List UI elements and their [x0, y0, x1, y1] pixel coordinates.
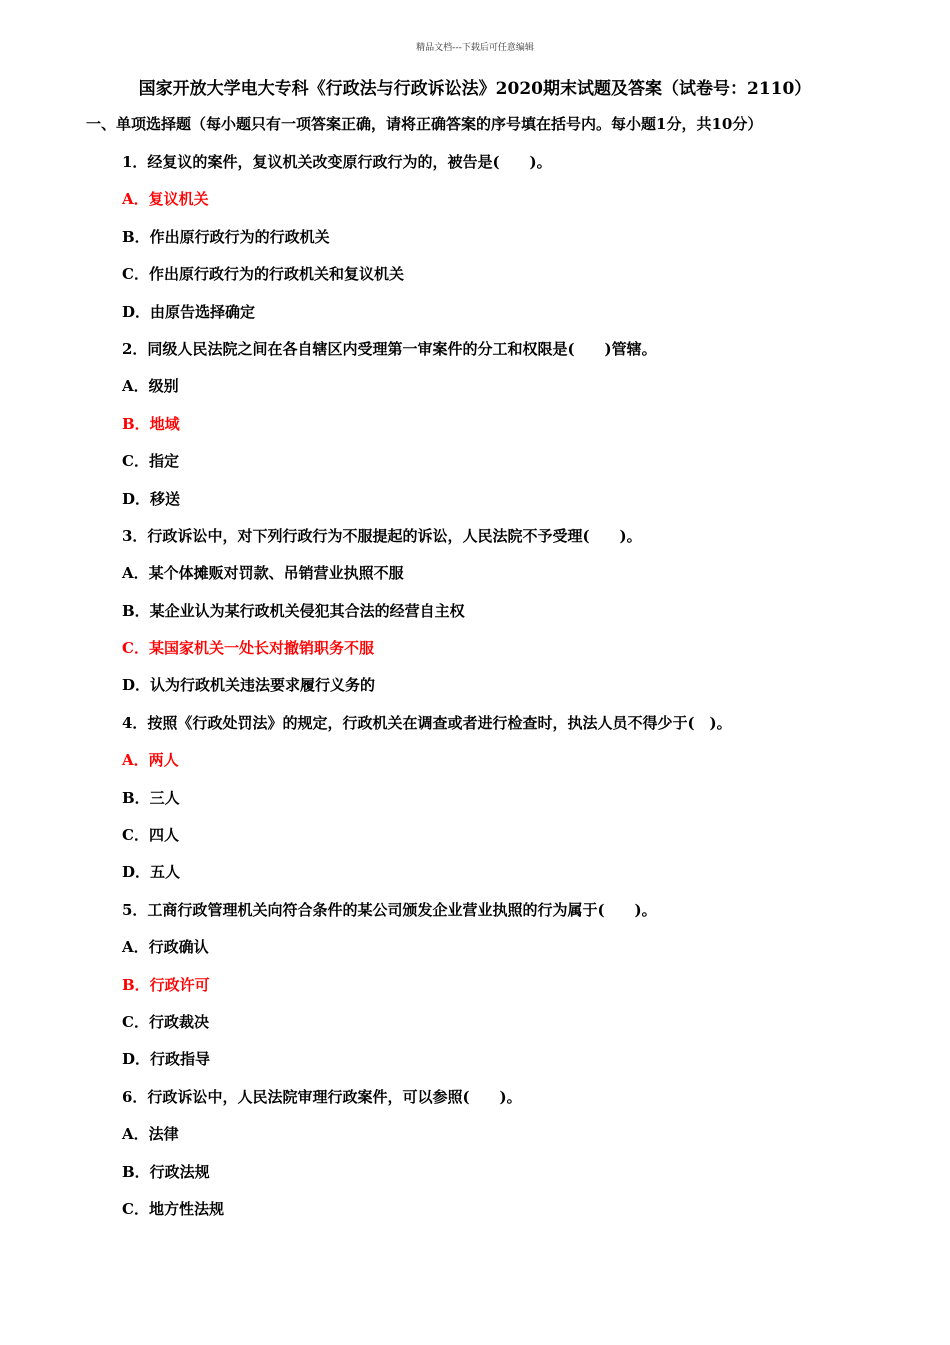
question-stem: 6．行政诉讼中，人民法院审理行政案件，可以参照( )。	[122, 1087, 522, 1106]
answer-option: D．行政指导	[122, 1050, 211, 1069]
question-stem: 2．同级人民法院之间在各自辖区内受理第一审案件的分工和权限是( )管辖。	[122, 339, 657, 358]
header-note: 精品文档---下载后可任意编辑	[416, 43, 534, 53]
answer-option: A．级别	[122, 377, 179, 396]
correct-answer-option: A．两人	[122, 751, 179, 770]
question-stem: 4．按照《行政处罚法》的规定，行政机关在调查或者进行检查时，执法人员不得少于( )。	[122, 713, 732, 732]
answer-option: B．三人	[122, 788, 180, 807]
answer-option: A．某个体摊贩对罚款、吊销营业执照不服	[122, 564, 404, 583]
answer-option: C．地方性法规	[122, 1199, 224, 1218]
question-list	[122, 144, 902, 1228]
question-stem: 1．经复议的案件，复议机关改变原行政行为的，被告是( )。	[122, 153, 552, 171]
answer-option: D．五人	[122, 863, 181, 882]
answer-option: C．作出原行政行为的行政机关和复议机关	[122, 265, 404, 284]
answer-option: C．四人	[122, 826, 179, 845]
correct-answer-option: B．地域	[122, 414, 180, 433]
answer-option: B．行政法规	[122, 1162, 210, 1181]
page-title: 国家开放大学电大专科《行政法与行政诉讼法》2020期末试题及答案（试卷号：2110）	[138, 79, 812, 99]
correct-answer-option: C．某国家机关一处长对撤销职务不服	[122, 639, 374, 658]
answer-option: B．作出原行政行为的行政机关	[122, 227, 330, 246]
answer-option: B．某企业认为某行政机关侵犯其合法的经营自主权	[122, 601, 465, 620]
correct-answer-option: B．行政许可	[122, 975, 210, 994]
section-heading: 一、单项选择题（每小题只有一项答案正确，请将正确答案的序号填在括号内。每小题1分，共10分）	[86, 115, 763, 133]
answer-option: A．行政确认	[122, 938, 209, 957]
answer-option: C．行政裁决	[122, 1012, 209, 1031]
correct-answer-option: A．复议机关	[122, 190, 209, 209]
answer-option: A．法律	[122, 1125, 179, 1144]
answer-option: D．由原告选择确定	[122, 302, 256, 321]
question-stem: 3．行政诉讼中，对下列行政行为不服提起的诉讼，人民法院不予受理( )。	[122, 526, 642, 545]
answer-option: D．移送	[122, 489, 181, 508]
question-stem: 5．工商行政管理机关向符合条件的某公司颁发企业营业执照的行为属于( )。	[122, 900, 657, 919]
answer-option: D．认为行政机关违法要求履行义务的	[122, 676, 376, 695]
answer-option: C．指定	[122, 452, 179, 471]
